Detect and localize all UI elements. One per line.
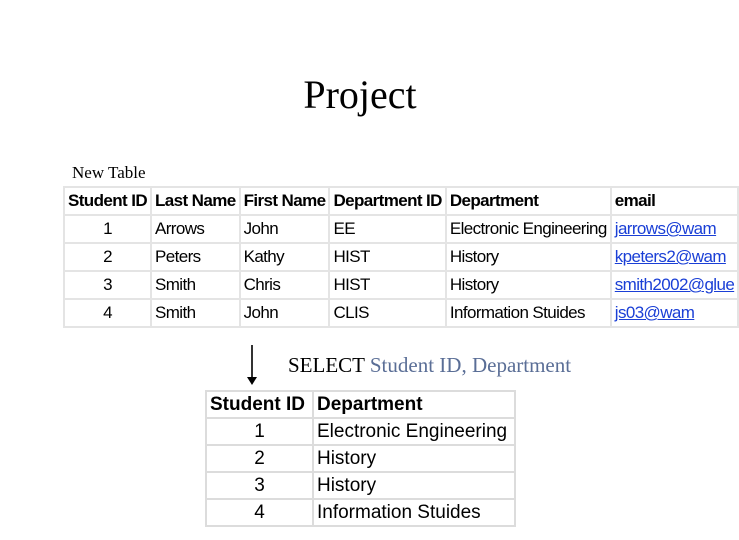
- header-department-id: Department ID: [329, 187, 445, 215]
- select-keyword: SELECT: [288, 353, 365, 377]
- cell-student-id: 1: [64, 215, 151, 243]
- table-row: [206, 499, 515, 526]
- header-student-id: Student ID: [206, 391, 313, 418]
- select-query: [288, 352, 571, 378]
- cell-department-id: HIST: [329, 271, 445, 299]
- table-row: [206, 418, 515, 445]
- cell-email: [611, 243, 738, 271]
- cell-first-name: Kathy: [240, 243, 330, 271]
- cell-department: History: [446, 271, 611, 299]
- cell-department: History: [313, 472, 515, 499]
- cell-department: Information Stuides: [446, 299, 611, 327]
- header-student-id: Student ID: [64, 187, 151, 215]
- cell-last-name: Smith: [151, 271, 240, 299]
- cell-last-name: Peters: [151, 243, 240, 271]
- select-columns: Student ID, Department: [369, 353, 572, 377]
- header-email: email: [611, 187, 738, 215]
- cell-last-name: Arrows: [151, 215, 240, 243]
- email-link[interactable]: kpeters2@wam: [614, 247, 726, 266]
- email-link[interactable]: smith2002@glue: [614, 275, 735, 294]
- cell-department: Electronic Engineering: [446, 215, 611, 243]
- result-table: [205, 390, 516, 527]
- source-table: [63, 186, 739, 328]
- table-row: [64, 299, 738, 327]
- cell-first-name: Chris: [240, 271, 330, 299]
- cell-student-id: 2: [64, 243, 151, 271]
- cell-department-id: CLIS: [329, 299, 445, 327]
- table-row: [206, 472, 515, 499]
- header-department: Department: [446, 187, 611, 215]
- cell-student-id: 4: [64, 299, 151, 327]
- table-row: [64, 271, 738, 299]
- table-caption: New Table: [72, 163, 146, 182]
- cell-department: History: [313, 445, 515, 472]
- cell-student-id: 2: [206, 445, 313, 472]
- cell-department: Electronic Engineering: [313, 418, 515, 445]
- cell-first-name: John: [240, 299, 330, 327]
- email-link[interactable]: jarrows@wam: [614, 219, 717, 238]
- header-first-name: First Name: [240, 187, 330, 215]
- source-table-header-row: [64, 187, 738, 215]
- table-row: [64, 215, 738, 243]
- header-department: Department: [313, 391, 515, 418]
- cell-student-id: 3: [206, 472, 313, 499]
- cell-student-id: 1: [206, 418, 313, 445]
- cell-email: [611, 299, 738, 327]
- cell-student-id: 3: [64, 271, 151, 299]
- cell-department: Information Stuides: [313, 499, 515, 526]
- result-table-header-row: [206, 391, 515, 418]
- cell-department-id: EE: [329, 215, 445, 243]
- cell-email: [611, 215, 738, 243]
- cell-last-name: Smith: [151, 299, 240, 327]
- header-last-name: Last Name: [151, 187, 240, 215]
- email-link[interactable]: js03@wam: [614, 303, 695, 322]
- table-row: [206, 445, 515, 472]
- cell-student-id: 4: [206, 499, 313, 526]
- table-row: [64, 243, 738, 271]
- cell-department-id: HIST: [329, 243, 445, 271]
- down-arrow-icon: [244, 344, 260, 386]
- slide-title: Project: [303, 72, 417, 117]
- cell-department: History: [446, 243, 611, 271]
- cell-first-name: John: [240, 215, 330, 243]
- cell-email: [611, 271, 738, 299]
